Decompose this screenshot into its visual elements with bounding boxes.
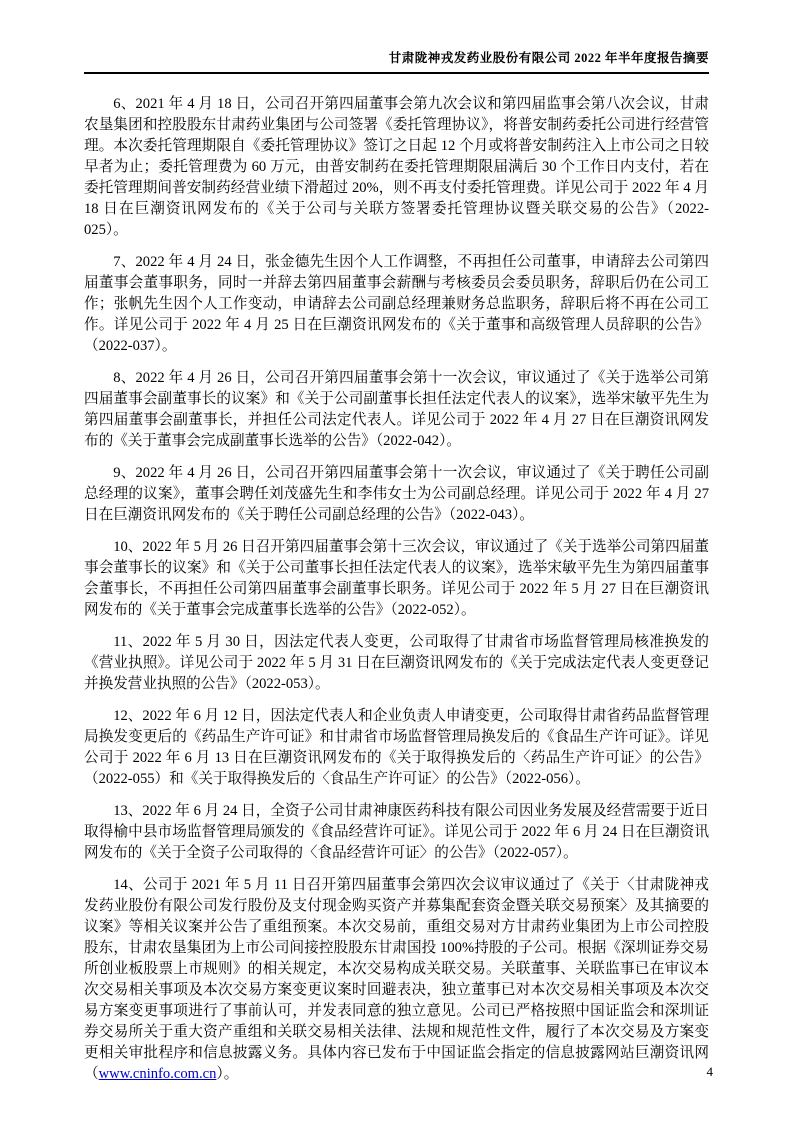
paragraph-item-11: 11、2022 年 5 月 30 日，因法定代表人变更，公司取得了甘肃省市场监督管理局核准换发的《营业执照》。详见公司于 2022 年 5 月 31 日在巨潮资讯网发布的《关于完成法定代表人变更登记并换发营业执照的公告》（2022-053）。	[84, 634, 709, 692]
paragraph-item-9: 9、2022 年 4 月 26 日，公司召开第四届董事会第十一次会议，审议通过了《关于聘任公司副总经理的议案》，董事会聘任刘茂盛先生和李伟女士为公司副总经理。详见公司于 2022 年 4 月 27 日在巨潮资讯网发布的《关于聘任公司副总经理的公告》（2022-043）。	[84, 465, 709, 523]
paragraph-item-6: 6、2021 年 4 月 18 日，公司召开第四届董事会第九次会议和第四届监事会第八次会议，甘肃农垦集团和控股股东甘肃药业集团与公司签署《委托管理协议》，将普安制药委托公司进行经营管理。本次委托管理期限自《委托管理协议》签订之日起 12 个月或将普安制药注入上市公司之日较早者为止；委托管理费为 60 万元，由普安制药在委托管理期限届满后 30 个工作日内支付，若在委托管理期间普安制药经营业绩下滑超过 20%，则不再支付委托管理费。详见公司于 2022 年 4 月 18 日在巨潮资讯网发布的《关于公司与关联方签署委托管理协议暨关联交易的公告》（2022-025）。	[84, 96, 709, 238]
document-body	[84, 74, 709, 1085]
cninfo-website-link[interactable]: www.cninfo.com.cn	[98, 1066, 217, 1082]
page-number: 4	[706, 1064, 713, 1079]
paragraph-item-12: 12、2022 年 6 月 12 日，因法定代表人和企业负责人申请变更，公司取得甘肃省药品监督管理局换发变更后的《药品生产许可证》和甘肃省市场监督管理局换发后的《食品生产许可证》。详见公司于 2022 年 6 月 13 日在巨潮资讯网发布的《关于取得换发后的〈药品生产许可证〉的公告》（2022-055）和《关于取得换发后的〈食品生产许可证〉的公告》（2022-056）。	[84, 708, 709, 787]
paragraph-item-13: 13、2022 年 6 月 24 日，全资子公司甘肃神康医药科技有限公司因业务发展及经营需要于近日取得榆中县市场监督管理局颁发的《食品经营许可证》。详见公司于 2022 年 6 月 24 日在巨潮资讯网发布的《关于全资子公司取得的〈食品经营许可证〉的公告》（2022-057）。	[84, 803, 709, 861]
paragraph-14-tail: ）。	[216, 1066, 239, 1082]
page-header	[84, 48, 709, 74]
paragraph-item-14	[84, 875, 709, 1085]
paragraph-item-8: 8、2022 年 4 月 26 日，公司召开第四届董事会第十一次会议，审议通过了《关于选举公司第四届董事会副董事长的议案》和《关于公司副董事长担任法定代表人的议案》，选举宋敏平先生为第四届董事会副董事长，并担任公司法定代表人。详见公司于 2022 年 4 月 27 日在巨潮资讯网发布的《关于董事会完成副董事长选举的公告》（2022-042）。	[84, 370, 709, 449]
paragraph-item-10: 10、2022 年 5 月 26 日召开第四届董事会第十三次会议，审议通过了《关于选举公司第四届董事会董事长的议案》和《关于公司董事长担任法定代表人的议案》，选举宋敏平先生为第四届董事会董事长，不再担任公司第四届董事会副董事长职务。详见公司于 2022 年 5 月 27 日在巨潮资讯网发布的《关于董事会完成董事长选举的公告》（2022-052）。	[84, 539, 709, 618]
report-header-title: 甘肃陇神戎发药业股份有限公司 2022 年半年度报告摘要	[388, 51, 709, 65]
paragraph-14-text: 14、公司于 2021 年 5 月 11 日召开第四届董事会第四次会议审议通过了《关于〈甘肃陇神戎发药业股份有限公司发行股份及支付现金购买资产并募集配套资金暨关联交易预案〉及其摘要的议案》等相关议案并公告了重组预案。本次交易前，重组交易对方甘肃药业集团为上市公司控股股东，甘肃农垦集团为上市公司间接控股股东甘肃国投 100%持股的子公司。根据《深圳证券交易所创业板股票上市规则》的相关规定，本次交易构成关联交易。关联董事、关联监事已在审议本次交易相关事项及本次交易方案变更议案时回避表决，独立董事已对本次交易相关事项及本次交易方案变更事项进行了事前认可，并发表同意的独立意见。公司已严格按照中国证监会和深圳证券交易所关于重大资产重组和关联交易相关法律、法规和规范性文件，履行了本次交易及方案变更相关审批程序和信息披露义务。具体内容已发布于中国证监会指定的信息披露网站巨潮资讯网（	[84, 877, 709, 1082]
paragraph-item-7: 7、2022 年 4 月 24 日，张金德先生因个人工作调整，不再担任公司董事，申请辞去公司第四届董事会董事职务，同时一并辞去第四届董事会薪酬与考核委员会委员职务，辞职后仍在公司工作；张帆先生因个人工作变动，申请辞去公司副总经理兼财务总监职务，辞职后将不再在公司工作。详见公司于 2022 年 4 月 25 日在巨潮资讯网发布的《关于董事和高级管理人员辞职的公告》（2022-037）。	[84, 254, 709, 354]
